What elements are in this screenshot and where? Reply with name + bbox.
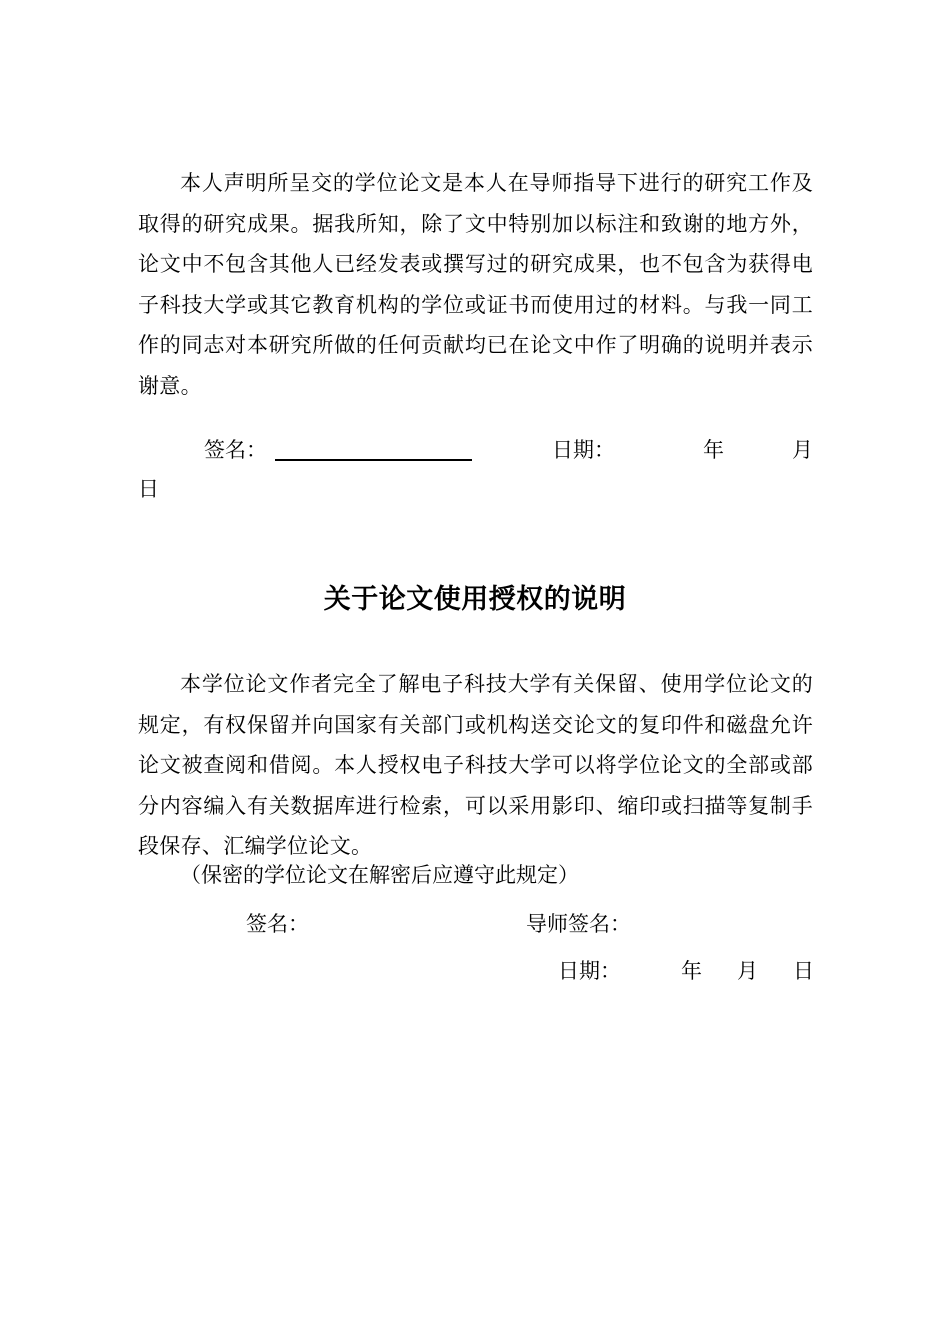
date-label: 日期： (552, 438, 615, 462)
declaration-paragraph: 本人声明所呈交的学位论文是本人在导师指导下进行的研究工作及取得的研究成果。据我所知，除了文中特别加以标注和致谢的地方外，论文中不包含其他人已经发表或撰写过的研究成果，也不包含为获得电子科技大学或其它教育机构的学位或证书而使用过的材料。与我一同工作的同志对本研究所做的任何贡献均已在论文中作了明确的说明并表示谢意。 (138, 171, 813, 398)
month-label: 月 (737, 959, 758, 983)
month-label: 月 (792, 438, 813, 462)
day-label: 日 (138, 477, 159, 501)
originality-declaration (138, 163, 813, 406)
authorization-signature-row (138, 906, 813, 942)
year-label: 年 (681, 959, 702, 983)
authorization-paragraph: 本学位论文作者完全了解电子科技大学有关保留、使用学位论文的规定，有权保留并向国家有关部门或机构送交论文的复印件和磁盘允许论文被查阅和借阅。本人授权电子科技大学可以将学位论文的全部或部分内容编入有关数据库进行检索，可以采用影印、缩印或扫描等复制手段保存、汇编学位论文。 (138, 672, 813, 858)
year-label: 年 (703, 438, 724, 462)
declaration-signature-row (138, 432, 813, 468)
section-title: 关于论文使用授权的说明 (323, 584, 627, 615)
date-label: 日期： (558, 959, 621, 983)
signature-line (275, 459, 472, 461)
day-label: 日 (793, 959, 814, 983)
authorization-statement (138, 664, 813, 867)
confidential-note: （保密的学位论文在解密后应遵守此规定） (180, 863, 579, 887)
advisor-signature-label: 导师签名： (526, 912, 631, 936)
author-signature-label: 签名： (246, 912, 309, 936)
signature-label: 签名： (204, 438, 267, 462)
authorization-date-row (138, 953, 813, 989)
